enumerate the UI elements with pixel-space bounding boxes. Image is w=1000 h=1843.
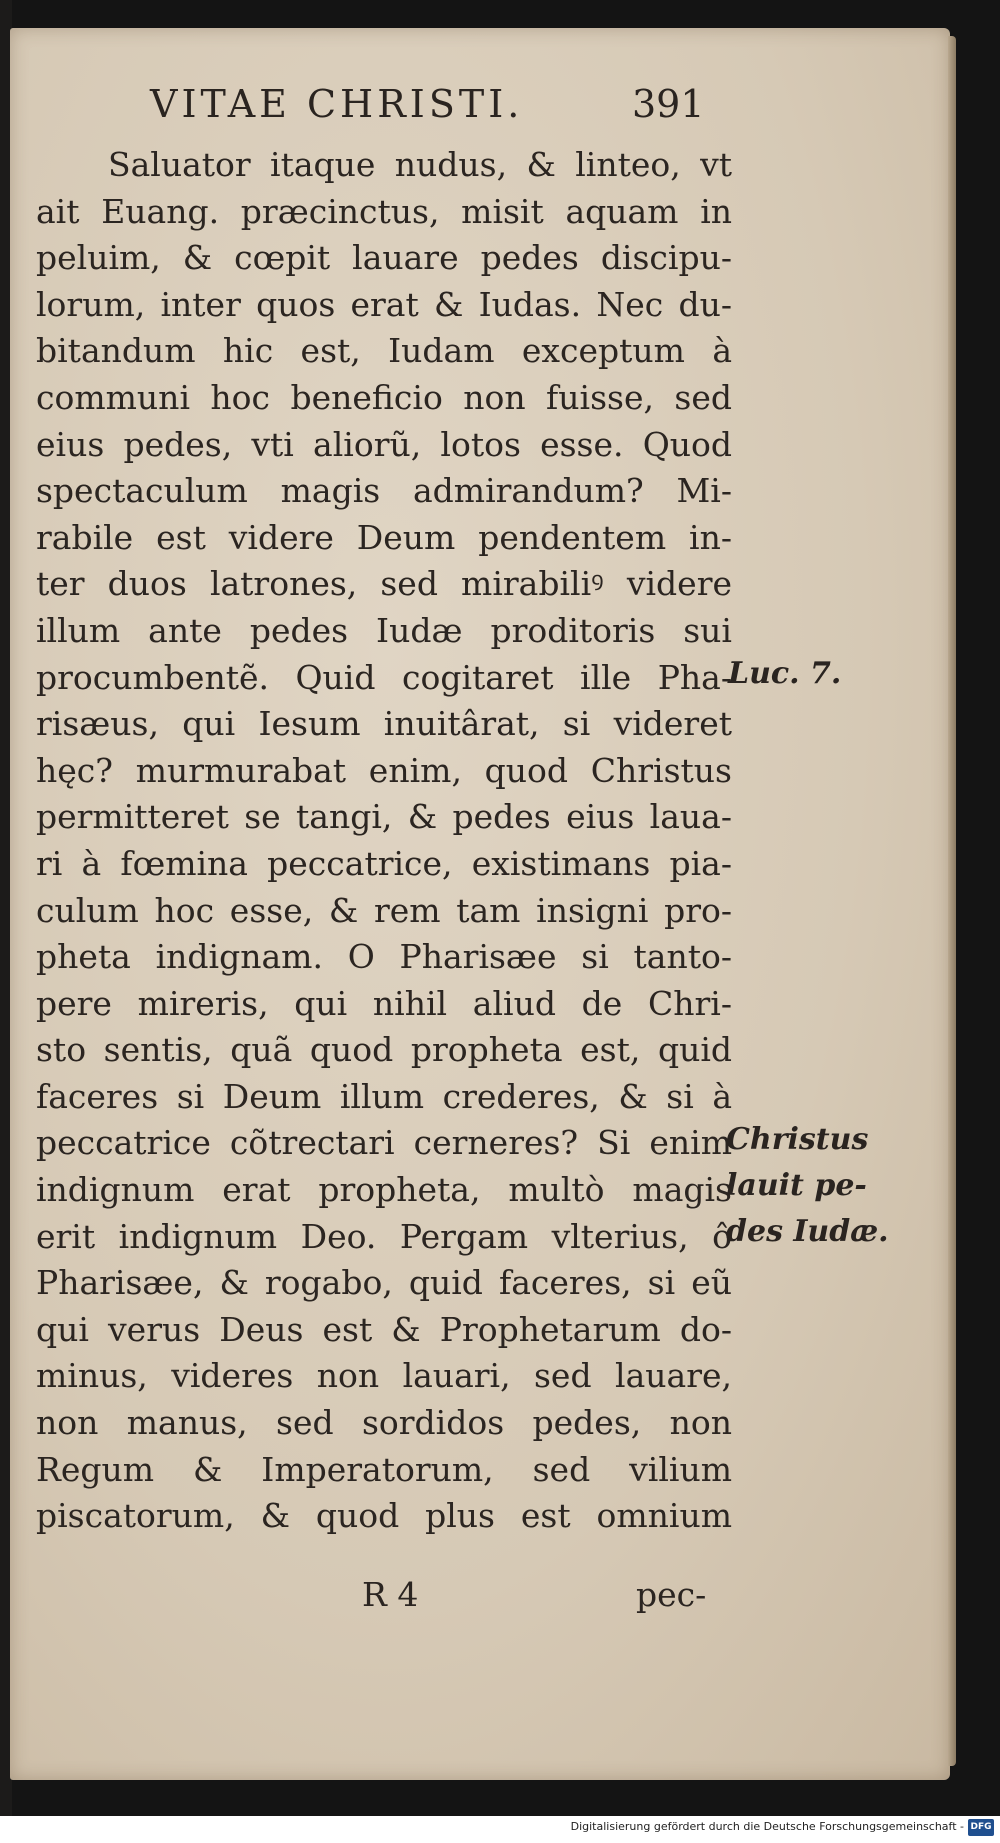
text-line: peccatrice cõtrectari cerneres? Si enim [36,1123,732,1163]
text-line: peluim, & cœpit lauare pedes discipu- [36,238,732,278]
text-line: procumbentẽ. Quid cogitaret ille Pha- [36,657,732,697]
text-line: Saluator itaque nudus, & linteo, vt [108,145,732,184]
dfg-logo: DFG [968,1819,994,1836]
text-line: minus, videres non lauari, sed lauare, [36,1356,732,1396]
text-line: Pharisæe, & rogabo, quid faceres, si eũ [36,1263,732,1303]
text-line: spectaculum magis admirandum? Mi- [36,471,732,511]
text-line: faceres si Deum illum crederes, & si à [36,1076,732,1116]
text-line: permitteret se tangi, & pedes eius laua- [36,797,732,837]
page-number: 391 [632,82,705,126]
text-line: ter duos latrones, sed mirabiliꝰ videre [36,564,732,604]
text-line: indignum erat propheta, multò magis [36,1170,732,1210]
margin-note-lauit: lauit pe- [726,1168,867,1203]
text-line: rabile est videre Deum pendentem in- [36,517,732,557]
footer-bar [0,1816,1000,1843]
text-line: ait Euang. præcinctus, misit aquam in [36,191,732,231]
margin-note-christus: Christus [726,1122,869,1157]
signature-mark: R 4 [362,1575,419,1614]
funding-credit: Digitalisierung gefördert durch die Deutsche Forschungsgemeinschaft - [570,1820,964,1833]
text-line: qui verus Deus est & Prophetarum do- [36,1309,732,1349]
body-text [36,142,732,1540]
page-header [150,82,750,142]
book-page [10,28,950,1780]
text-line: pheta indignam. O Pharisæe si tanto- [36,937,732,977]
margin-note-iudae: des Iudæ. [726,1214,889,1249]
text-line: pere mireris, qui nihil aliud de Chri- [36,983,732,1023]
page-edge [948,36,956,1766]
text-line: ri à fœmina peccatrice, existimans pia- [36,843,732,883]
text-line: culum hoc esse, & rem tam insigni pro- [36,890,732,930]
running-title: VITAE CHRISTI. [150,82,524,126]
text-line: bitandum hic est, Iudam exceptum à [36,331,732,371]
text-line: risæus, qui Iesum inuitârat, si videret [36,704,732,744]
text-line: communi hoc beneficio non fuisse, sed [36,377,732,417]
text-line: Regum & Imperatorum, sed vilium [36,1449,732,1489]
text-line: non manus, sed sordidos pedes, non [36,1403,732,1443]
catchword: pec- [636,1575,707,1614]
text-line: erit indignum Deo. Pergam vlterius, ô [36,1216,732,1256]
text-line: piscatorum, & quod plus est omnium [36,1496,732,1536]
text-line: sto sentis, quã quod propheta est, quid [36,1030,732,1070]
margin-note-luc: Luc. 7. [728,656,842,691]
text-line: hęc? murmurabat enim, quod Christus [36,750,732,790]
text-line: lorum, inter quos erat & Iudas. Nec du- [36,284,732,324]
text-line: illum ante pedes Iudæ proditoris sui [36,610,732,650]
text-line: eius pedes, vti aliorũ, lotos esse. Quod [36,424,732,464]
